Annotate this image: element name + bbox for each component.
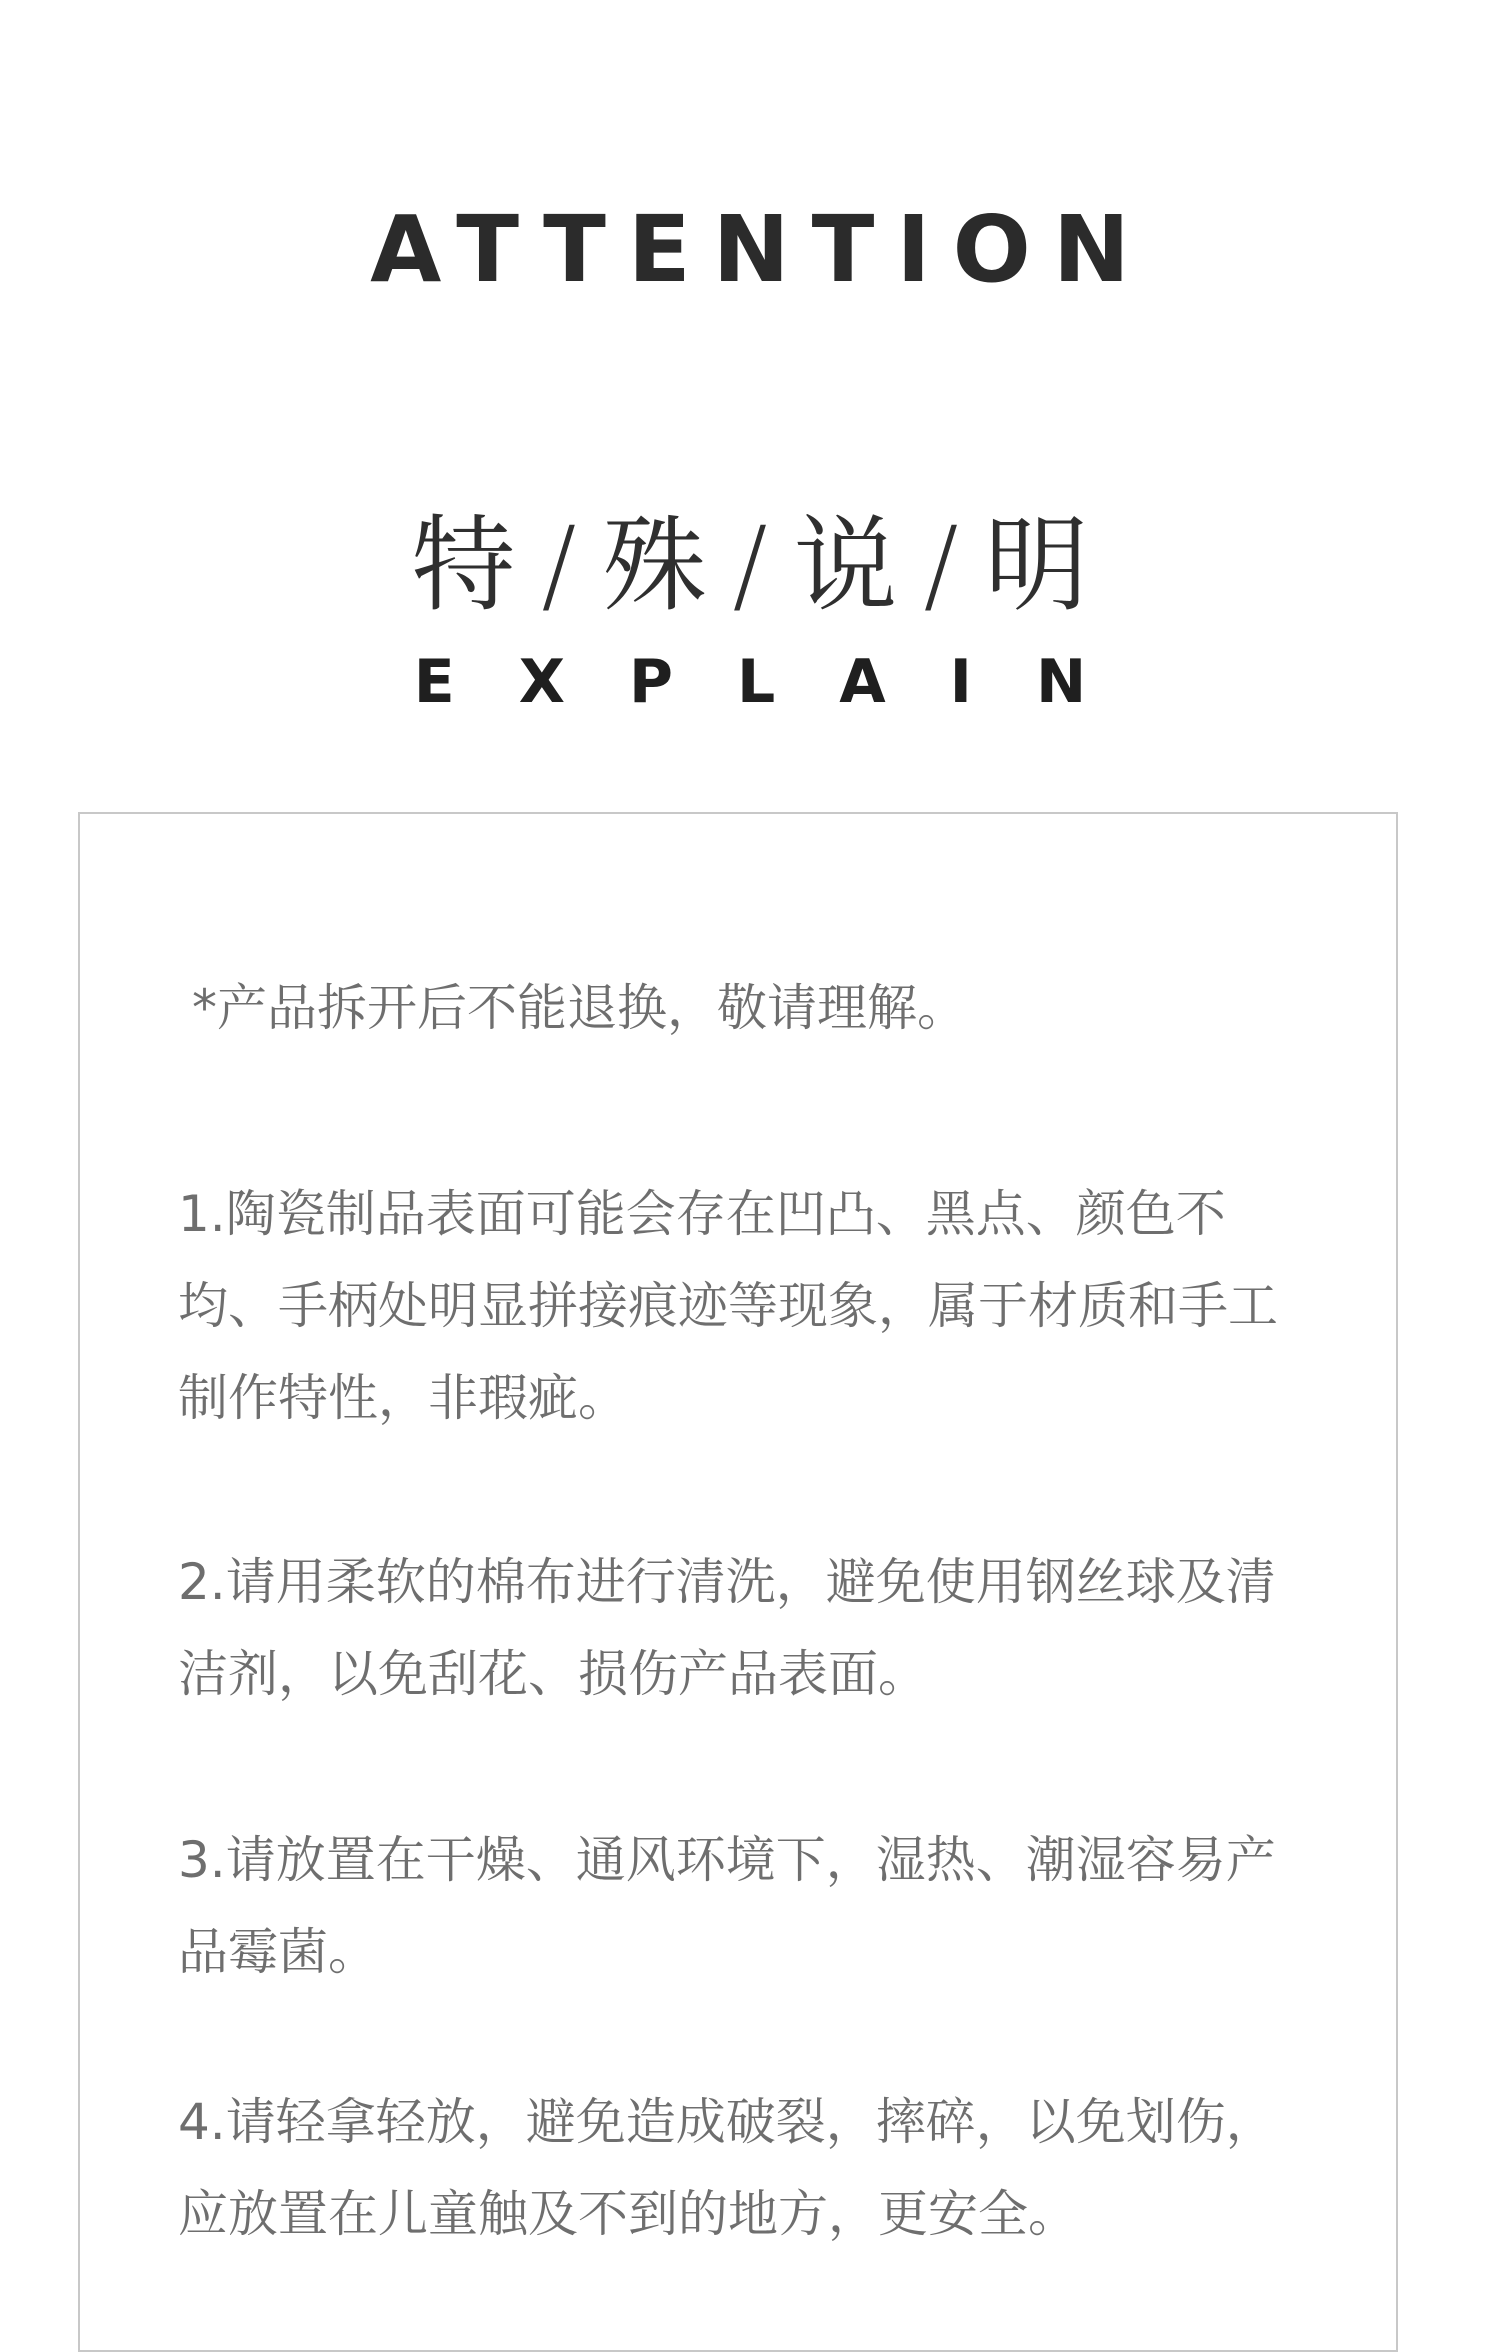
title-separator: /	[541, 504, 577, 626]
notice-item: *产品拆开后不能退换，敬请理解。	[192, 979, 967, 1037]
title-char: 特	[411, 504, 516, 626]
title-char: 殊	[602, 504, 707, 626]
page-title: ATTENTION	[370, 196, 1152, 303]
title-separator: /	[923, 504, 959, 626]
notice-item: 4.请轻拿轻放，避免造成破裂，摔碎，以免划伤，应放置在儿童触及不到的地方，更安全。	[178, 2093, 1276, 2243]
notice-item: 1.陶瓷制品表面可能会存在凹凸、黑点、颜色不均、手柄处明显拼接痕迹等现象，属于材质和手工制作特性，非瑕疵。	[178, 1185, 1278, 1427]
title-char: 明	[984, 504, 1089, 626]
notice-item: 3.请放置在干燥、通风环境下，湿热、潮湿容易产品霉菌。	[178, 1831, 1276, 1981]
subtitle: EXPLAIN	[413, 647, 1151, 717]
notice-box	[78, 812, 1398, 2352]
chinese-title	[0, 500, 1500, 630]
notice-item: 2.请用柔软的棉布进行清洗，避免使用钢丝球及清洁剂，以免刮花、损伤产品表面。	[178, 1553, 1276, 1703]
title-char: 说	[793, 504, 898, 626]
title-separator: /	[732, 504, 768, 626]
